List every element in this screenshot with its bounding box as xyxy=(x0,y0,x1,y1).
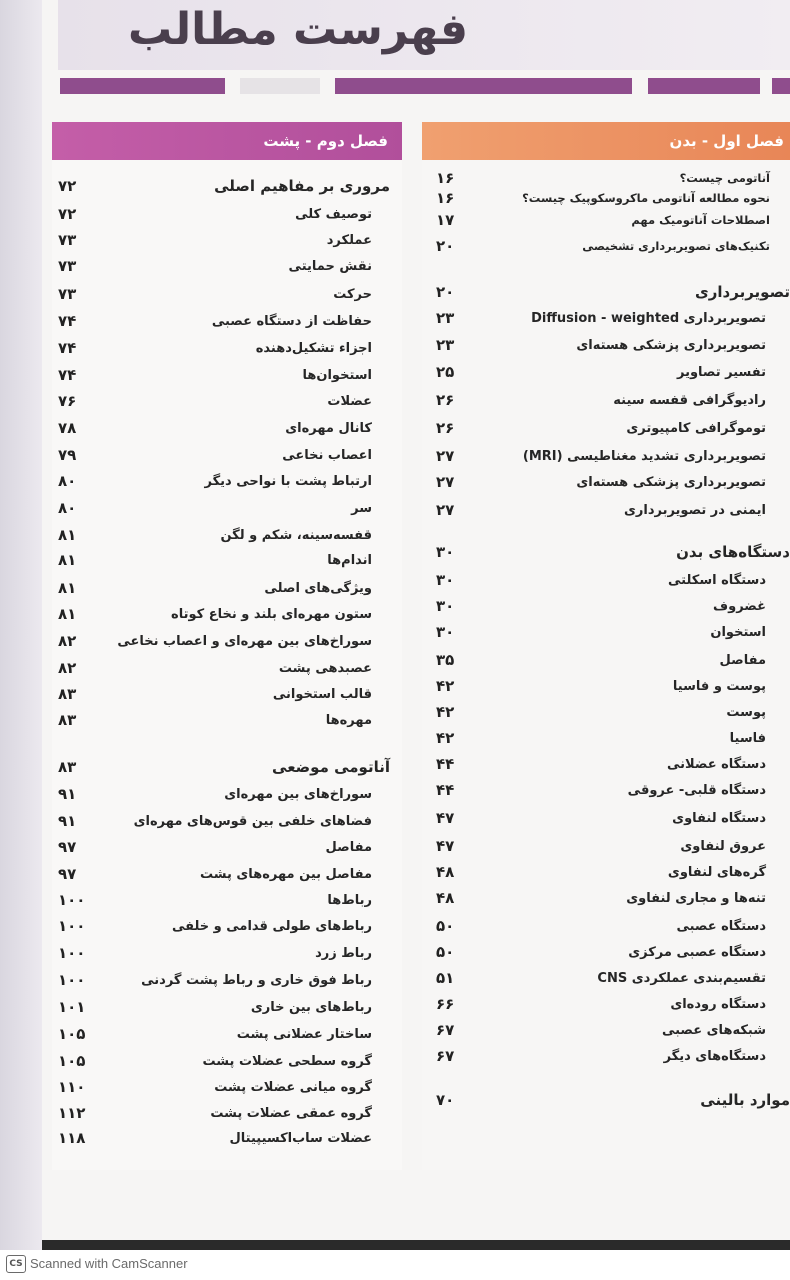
toc-page-number: ۴۷ xyxy=(436,809,455,827)
toc-page-number: ۶۷ xyxy=(436,1021,455,1039)
toc-page-number: ۳۵ xyxy=(436,651,455,669)
toc-page-number: ۴۴ xyxy=(436,781,455,799)
toc-page-number: ۲۵ xyxy=(436,363,455,381)
toc-entry-label: تکنیک‌های تصویربرداری تشخیصی xyxy=(582,239,770,253)
toc-entry-label: اعصاب نخاعی xyxy=(282,447,372,463)
toc-page-number: ۸۳ xyxy=(58,711,77,729)
toc-entry-label: استخوان‌ها xyxy=(302,367,372,383)
toc-page-number: ۹۱ xyxy=(58,785,77,803)
toc-entry-label: سر xyxy=(351,500,372,516)
toc-entry-label: غضروف xyxy=(713,598,766,614)
toc-entry-label: توصیف کلی xyxy=(295,206,372,222)
toc-entry xyxy=(52,575,402,601)
toc-page-number: ۸۰ xyxy=(58,472,77,490)
toc-entry xyxy=(422,833,790,859)
toc-entry xyxy=(422,991,790,1017)
toc-entry xyxy=(422,233,790,259)
toc-entry xyxy=(52,281,402,307)
toc-entry-label: تصویربرداری تشدید مغناطیسی (MRI) xyxy=(522,448,766,464)
toc-entry xyxy=(52,913,402,939)
toc-page-number: ۱۰۰ xyxy=(58,944,86,962)
toc-entry xyxy=(52,415,402,441)
toc-entry-label: رباط‌های طولی قدامی و خلفی xyxy=(171,918,372,934)
chapter2-column xyxy=(52,122,402,1170)
toc-entry-label: دستگاه عصبی مرکزی xyxy=(628,944,766,960)
toc-entry xyxy=(422,777,790,803)
toc-entry-label: سوراخ‌های بین مهره‌ای xyxy=(224,786,372,802)
toc-entry xyxy=(52,1021,402,1047)
toc-entry xyxy=(52,628,402,654)
toc-entry xyxy=(52,388,402,414)
toc-page-number: ۸۱ xyxy=(58,605,77,623)
toc-entry-label: فضاهای خلفی بین قوس‌های مهره‌ای xyxy=(133,813,372,829)
toc-page-number: ۹۱ xyxy=(58,812,77,830)
chapter1-column xyxy=(422,122,790,1170)
toc-entry xyxy=(52,362,402,388)
toc-entry xyxy=(52,861,402,887)
toc-page-number: ۱۰۵ xyxy=(58,1025,86,1043)
toc-entry-label: گروه عمقی عضلات پشت xyxy=(210,1105,372,1121)
toc-page-number: ۲۳ xyxy=(436,309,455,327)
toc-page-number: ۸۳ xyxy=(58,758,77,776)
toc-entry xyxy=(422,332,790,358)
toc-entry-label: آناتومی چیست؟ xyxy=(679,171,770,185)
toc-page-number: ۷۲ xyxy=(58,205,77,223)
toc-entry xyxy=(422,305,790,331)
decor-stripe xyxy=(648,78,760,94)
toc-entry xyxy=(52,468,402,494)
toc-entry xyxy=(422,939,790,965)
toc-entry xyxy=(422,647,790,673)
scanner-watermark: Scanned with CamScanner xyxy=(30,1256,188,1271)
toc-entry-label: دستگاه اسکلتی xyxy=(668,572,766,588)
toc-entry xyxy=(52,994,402,1020)
toc-page-number: ۷۴ xyxy=(58,339,77,357)
toc-entry-label: تفسیر تصاویر xyxy=(676,364,766,380)
toc-page-number: ۱۰۱ xyxy=(58,998,86,1016)
toc-entry-label: مفاصل بین مهره‌های پشت xyxy=(200,866,372,882)
toc-entry xyxy=(422,359,790,385)
toc-entry xyxy=(422,1087,790,1113)
toc-entry xyxy=(422,567,790,593)
toc-page-number: ۱۰۰ xyxy=(58,891,86,909)
toc-page-number: ۱۱۰ xyxy=(58,1078,86,1096)
toc-entry xyxy=(52,173,402,199)
toc-entry-label: شبکه‌های عصبی xyxy=(661,1022,766,1038)
toc-page-number: ۸۲ xyxy=(58,632,77,650)
toc-entry xyxy=(52,308,402,334)
toc-entry xyxy=(52,1048,402,1074)
toc-entry-label: پوست و فاسیا xyxy=(672,678,766,694)
title-band xyxy=(58,0,790,70)
toc-entry xyxy=(52,495,402,521)
toc-page-number: ۵۰ xyxy=(436,917,455,935)
toc-entry xyxy=(52,887,402,913)
toc-page-number: ۷۹ xyxy=(58,446,77,464)
toc-page-number: ۹۷ xyxy=(58,838,77,856)
toc-page-number: ۱۰۵ xyxy=(58,1052,86,1070)
toc-entry xyxy=(52,967,402,993)
toc-entry xyxy=(422,1017,790,1043)
toc-page-number: ۷۶ xyxy=(58,392,77,410)
toc-entry-label: اجزاء تشکیل‌دهنده xyxy=(255,340,372,356)
toc-entry-label: تصویربرداری xyxy=(695,283,790,301)
toc-entry xyxy=(422,279,790,305)
toc-page-number: ۷۲ xyxy=(58,177,77,195)
toc-page-number: ۴۴ xyxy=(436,755,455,773)
decor-stripe xyxy=(335,78,632,94)
toc-entry-label: ارتباط پشت با نواحی دیگر xyxy=(204,473,372,489)
toc-page-number: ۸۳ xyxy=(58,685,77,703)
toc-entry-label: حرکت xyxy=(333,286,372,302)
toc-entry xyxy=(422,751,790,777)
toc-entry-label: رباط فوق خاری و رباط پشت گردنی xyxy=(141,972,372,988)
toc-entry xyxy=(52,253,402,279)
toc-entry xyxy=(422,207,790,233)
bottom-edge xyxy=(42,1240,790,1250)
toc-entry-label: توموگرافی کامپیوتری xyxy=(626,420,766,436)
toc-entry xyxy=(52,940,402,966)
toc-page-number: ۷۳ xyxy=(58,257,77,275)
toc-entry xyxy=(52,1125,402,1151)
toc-entry-label: دستگاه قلبی- عروقی xyxy=(627,782,766,798)
toc-entry xyxy=(422,725,790,751)
chapter1-heading: فصل اول - بدن xyxy=(422,122,790,160)
toc-page-number: ۱۱۲ xyxy=(58,1104,86,1122)
toc-page-number: ۲۰ xyxy=(436,237,455,255)
toc-page-number: ۷۴ xyxy=(58,312,77,330)
toc-entry xyxy=(422,965,790,991)
toc-entry-label: تقسیم‌بندی عملکردی CNS xyxy=(597,970,766,986)
toc-entry-label: اندام‌ها xyxy=(327,552,372,568)
toc-page-number: ۷۳ xyxy=(58,231,77,249)
toc-entry xyxy=(422,1043,790,1069)
toc-entry-label: سوراخ‌های بین مهره‌ای و اعصاب نخاعی xyxy=(117,633,372,649)
toc-entry-label: مفاصل xyxy=(325,839,372,855)
toc-page-number: ۱۰۰ xyxy=(58,971,86,989)
toc-entry-label: کانال مهره‌ای xyxy=(285,420,372,436)
toc-entry-label: قفسه‌سینه، شکم و لگن xyxy=(220,527,372,543)
page-title: فهرست مطالب xyxy=(128,4,469,55)
toc-entry xyxy=(422,387,790,413)
toc-entry xyxy=(422,885,790,911)
chapter2-heading: فصل دوم - پشت xyxy=(52,122,402,160)
toc-entry-label: گروه سطحی عضلات پشت xyxy=(202,1053,372,1069)
toc-entry xyxy=(422,619,790,645)
toc-entry xyxy=(52,547,402,573)
toc-entry-label: مهره‌ها xyxy=(325,712,372,728)
toc-page-number: ۲۶ xyxy=(436,419,455,437)
toc-entry xyxy=(52,834,402,860)
decor-stripe xyxy=(240,78,320,94)
toc-page-number: ۹۷ xyxy=(58,865,77,883)
toc-entry-label: مروری بر مفاهیم اصلی xyxy=(214,177,390,195)
toc-page-number: ۵۱ xyxy=(436,969,455,987)
toc-entry xyxy=(422,593,790,619)
toc-entry-label: پوست xyxy=(726,704,766,720)
toc-entry-label: رادیوگرافی قفسه سینه xyxy=(613,392,766,408)
toc-entry xyxy=(422,443,790,469)
toc-entry xyxy=(422,805,790,831)
toc-page-number: ۲۷ xyxy=(436,473,455,491)
book-spine xyxy=(0,0,42,1250)
toc-entry-label: مفاصل xyxy=(719,652,766,668)
toc-page-number: ۱۰۰ xyxy=(58,917,86,935)
toc-entry-label: عصبدهی پشت xyxy=(278,660,372,676)
toc-entry-label: دستگاه عصبی xyxy=(676,918,766,934)
toc-entry-label: موارد بالینی xyxy=(700,1091,790,1109)
decor-stripe xyxy=(772,78,790,94)
toc-entry-label: ستون مهره‌ای بلند و نخاع کوتاه xyxy=(171,606,372,622)
toc-entry-label: ساختار عضلانی پشت xyxy=(236,1026,372,1042)
toc-page-number: ۸۰ xyxy=(58,499,77,517)
camscanner-logo-icon: CS xyxy=(6,1255,26,1273)
toc-entry xyxy=(422,415,790,441)
toc-page-number: ۴۲ xyxy=(436,677,455,695)
toc-entry xyxy=(52,601,402,627)
toc-page-number: ۱۱۸ xyxy=(58,1129,86,1147)
toc-page-number: ۶۷ xyxy=(436,1047,455,1065)
toc-page-number: ۱۶ xyxy=(436,189,455,207)
toc-entry-label: ایمنی در تصویربرداری xyxy=(623,502,766,518)
toc-entry-label: آناتومی موضعی xyxy=(272,758,390,776)
toc-entry xyxy=(52,1074,402,1100)
toc-entry-label: نقش حمایتی xyxy=(288,258,372,274)
toc-page-number: ۴۷ xyxy=(436,837,455,855)
toc-entry-label: عضلات ساب‌اکسیپیتال xyxy=(229,1130,372,1146)
toc-entry xyxy=(52,1100,402,1126)
toc-entry xyxy=(52,754,402,780)
toc-entry xyxy=(52,681,402,707)
toc-entry xyxy=(422,673,790,699)
toc-entry xyxy=(52,335,402,361)
toc-entry-label: نحوه مطالعه آناتومی ماکروسکوپیک چیست؟ xyxy=(522,191,770,205)
toc-page-number: ۸۱ xyxy=(58,551,77,569)
toc-page-number: ۲۶ xyxy=(436,391,455,409)
toc-page-number: ۴۸ xyxy=(436,889,455,907)
toc-page-number: ۷۰ xyxy=(436,1091,455,1109)
toc-entry-label: گروه میانی عضلات پشت xyxy=(214,1079,372,1095)
toc-entry xyxy=(52,522,402,548)
toc-page-number: ۴۸ xyxy=(436,863,455,881)
toc-page-number: ۵۰ xyxy=(436,943,455,961)
toc-entry xyxy=(422,699,790,725)
toc-entry xyxy=(52,655,402,681)
toc-entry xyxy=(422,539,790,565)
toc-entry-label: تصویربرداری پزشکی هسته‌ای xyxy=(576,474,766,490)
toc-entry-label: تصویربرداری Diffusion - weighted xyxy=(531,310,766,326)
toc-page-number: ۳۰ xyxy=(436,571,455,589)
toc-entry-label: اصطلاحات آناتومیک مهم xyxy=(631,213,770,227)
toc-entry-label: عروق لنفاوی xyxy=(680,838,766,854)
toc-page-number: ۶۶ xyxy=(436,995,455,1013)
toc-entry xyxy=(52,808,402,834)
toc-entry-label: فاسیا xyxy=(729,730,766,746)
toc-entry-label: ویژگی‌های اصلی xyxy=(264,580,372,596)
toc-entry-label: استخوان xyxy=(710,624,766,640)
toc-entry-label: حفاظت از دستگاه عصبی xyxy=(211,313,372,329)
toc-entry-label: عضلات xyxy=(327,393,372,409)
toc-entry xyxy=(52,442,402,468)
toc-entry xyxy=(422,497,790,523)
toc-entry-label: دستگاه‌های بدن xyxy=(676,543,790,561)
toc-entry-label: دستگاه لنفاوی xyxy=(672,810,766,826)
toc-page-number: ۲۰ xyxy=(436,283,455,301)
toc-entry xyxy=(52,781,402,807)
toc-entry xyxy=(52,227,402,253)
toc-entry xyxy=(422,913,790,939)
toc-page-number: ۱۷ xyxy=(436,211,455,229)
toc-entry xyxy=(422,469,790,495)
toc-entry xyxy=(52,707,402,733)
toc-page-number: ۳۰ xyxy=(436,623,455,641)
toc-entry-label: رباط‌های بین خاری xyxy=(250,999,372,1015)
toc-entry-label: دستگاه روده‌ای xyxy=(670,996,766,1012)
decor-stripe xyxy=(60,78,225,94)
toc-entry-label: عملکرد xyxy=(326,232,372,248)
toc-page-number: ۸۱ xyxy=(58,579,77,597)
toc-page-number: ۲۳ xyxy=(436,336,455,354)
toc-page-number: ۸۲ xyxy=(58,659,77,677)
toc-entry-label: گره‌های لنفاوی xyxy=(667,864,766,880)
toc-page-number: ۲۷ xyxy=(436,447,455,465)
toc-page-number: ۸۱ xyxy=(58,526,77,544)
toc-entry-label: تصویربرداری پزشکی هسته‌ای xyxy=(576,337,766,353)
toc-page-number: ۷۸ xyxy=(58,419,77,437)
toc-page-number: ۷۴ xyxy=(58,366,77,384)
toc-page-number: ۳۰ xyxy=(436,543,455,561)
toc-page-number: ۳۰ xyxy=(436,597,455,615)
toc-entry xyxy=(422,859,790,885)
toc-entry-label: قالب استخوانی xyxy=(272,686,372,702)
toc-page-number: ۲۷ xyxy=(436,501,455,519)
toc-entry-label: دستگاه عضلانی xyxy=(667,756,766,772)
toc-page-number: ۱۶ xyxy=(436,169,455,187)
toc-entry-label: دستگاه‌های دیگر xyxy=(663,1048,766,1064)
toc-page-number: ۴۲ xyxy=(436,703,455,721)
toc-page-number: ۴۲ xyxy=(436,729,455,747)
toc-entry-label: تنه‌ها و مجاری لنفاوی xyxy=(626,890,766,906)
toc-entry xyxy=(52,201,402,227)
toc-entry-label: رباط زرد xyxy=(315,945,372,961)
toc-entry-label: رباط‌ها xyxy=(327,892,372,908)
toc-page-number: ۷۳ xyxy=(58,285,77,303)
